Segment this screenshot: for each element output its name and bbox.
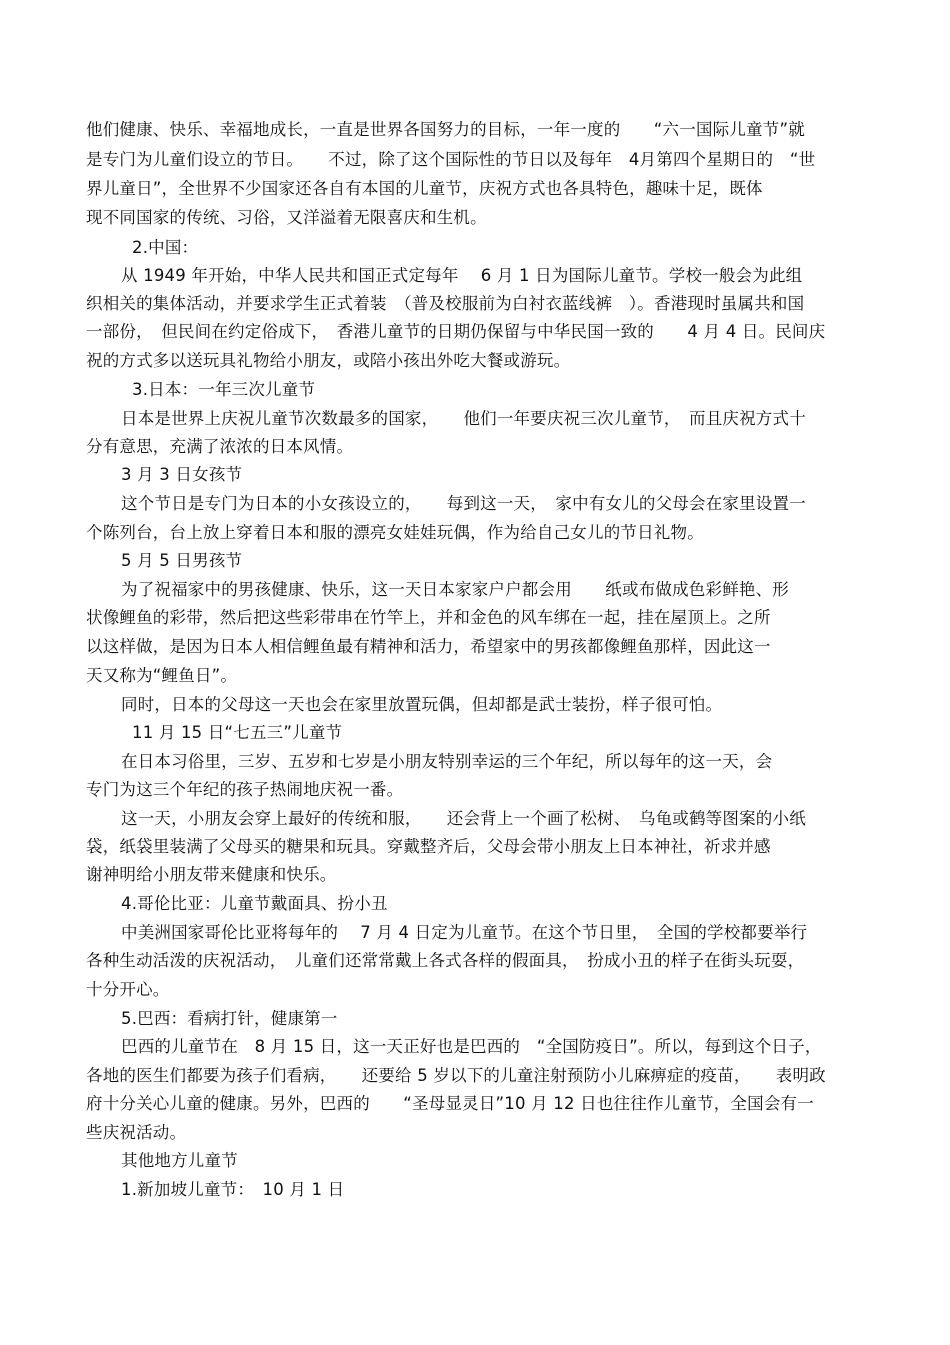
body-text-line: 在日本习俗里，三岁、五岁和七岁是小朋友特别幸运的三个年纪，所以每年的这一天，会	[121, 752, 773, 771]
body-text-line: 个陈列台，台上放上穿着日本和服的漂亮女娃娃玩偶，作为给自己女儿的节日礼物。	[86, 523, 704, 542]
subsection-heading: 5 月 5 日男孩节	[121, 551, 243, 570]
subsection-heading: 11 月 15 日“七五三”儿童节	[132, 723, 343, 742]
body-text-line: 中美洲国家哥伦比亚将每年的 7 月 4 日定为儿童节。在这个节日里， 全国的学校都要举行	[121, 923, 808, 942]
body-text-line: 些庆祝活动。	[86, 1123, 187, 1142]
section-heading: 2.中国：	[132, 238, 199, 257]
body-text-line: 是专门为儿童们设立的节日。 不过，除了这个国际性的节日以及每年 4月第四个星期日的 “世	[86, 150, 816, 169]
body-text-line: 各种生动活泼的庆祝活动， 儿童们还常常戴上各式各样的假面具， 扮成小丑的样子在街头玩耍，	[86, 951, 805, 970]
body-text-line: 一部份， 但民间在约定俗成下， 香港儿童节的日期仍保留与中华民国一致的 4 月 4 日。民间庆	[86, 322, 826, 341]
body-text-line: 专门为这三个年纪的孩子热闹地庆祝一番。	[86, 780, 404, 799]
body-text-line: 界儿童日”，全世界不少国家还各自有本国的儿童节，庆祝方式也各具特色，趣味十足，既体	[86, 179, 763, 198]
body-text-line: 谢神明给小朋友带来健康和快乐。	[86, 865, 337, 884]
body-text-line: 织相关的集体活动，并要求学生正式着装 （普及校服前为白衬衣蓝线裤 ）。香港现时虽属共和国	[86, 294, 805, 313]
body-text-line: 这一天，小朋友会穿上最好的传统和服， 还会背上一个画了松树、 乌龟或鹤等图案的小纸	[121, 809, 806, 828]
body-text-line: 巴西的儿童节在 8 月 15 日，这一天正好也是巴西的 “全国防疫日”。所以，每到这个日子，	[121, 1037, 822, 1056]
section-heading: 其他地方儿童节	[121, 1151, 238, 1170]
body-text-line: 日本是世界上庆祝儿童节次数最多的国家， 他们一年要庆祝三次儿童节， 而且庆祝方式十	[121, 409, 806, 428]
body-text-line: 状像鲤鱼的彩带，然后把这些彩带串在竹竿上，并和金色的风车绑在一起，挂在屋顶上。之所	[86, 608, 771, 627]
body-text-line: 他们健康、快乐、幸福地成长，一直是世界各国努力的目标，一年一度的 “六一国际儿童节”就	[86, 120, 805, 139]
body-text-line: 祝的方式多以送玩具礼物给小朋友，或陪小孩出外吃大餐或游玩。	[86, 351, 571, 370]
body-text-line: 十分开心。	[86, 980, 170, 999]
body-text-line: 为了祝福家中的男孩健康、快乐，这一天日本家家户户都会用 纸或布做成色彩鲜艳、形	[121, 580, 789, 599]
body-text-line: 同时，日本的父母这一天也会在家里放置玩偶，但却都是武士装扮，样子很可怕。	[121, 695, 723, 714]
section-heading: 4.哥伦比亚：儿童节戴面具、扮小丑	[121, 894, 388, 913]
list-item: 1.新加坡儿童节： 10 月 1 日	[121, 1180, 345, 1199]
body-text-line: 袋，纸袋里装满了父母买的糖果和玩具。穿戴整齐后，父母会带小朋友上日本神社，祈求并感	[86, 837, 771, 856]
body-text-line: 这个节日是专门为日本的小女孩设立的， 每到这一天， 家中有女儿的父母会在家里设置一	[121, 494, 806, 513]
body-text-line: 天又称为“鲤鱼日”。	[86, 666, 238, 685]
body-text-line: 府十分关心儿童的健康。另外，巴西的 “圣母显灵日”10 月 12 日也往往作儿童节，全国会有一	[86, 1094, 814, 1113]
body-text-line: 从 1949 年开始，中华人民共和国正式定每年 6 月 1 日为国际儿童节。学校一般会为此组	[121, 266, 803, 285]
body-text-line: 以这样做，是因为日本人相信鲤鱼最有精神和活力，希望家中的男孩都像鲤鱼那样，因此这一	[86, 637, 771, 656]
body-text-line: 现不同国家的传统、习俗，又洋溢着无限喜庆和生机。	[86, 208, 487, 227]
subsection-heading: 3 月 3 日女孩节	[121, 465, 243, 484]
section-heading: 3.日本：一年三次儿童节	[132, 380, 316, 399]
section-heading: 5.巴西：看病打针，健康第一	[121, 1009, 338, 1028]
body-text-line: 分有意思，充满了浓浓的日本风情。	[86, 437, 354, 456]
body-text-line: 各地的医生们都要为孩子们看病， 还要给 5 岁以下的儿童注射预防小儿麻痹症的疫苗， 表明政	[86, 1066, 826, 1085]
